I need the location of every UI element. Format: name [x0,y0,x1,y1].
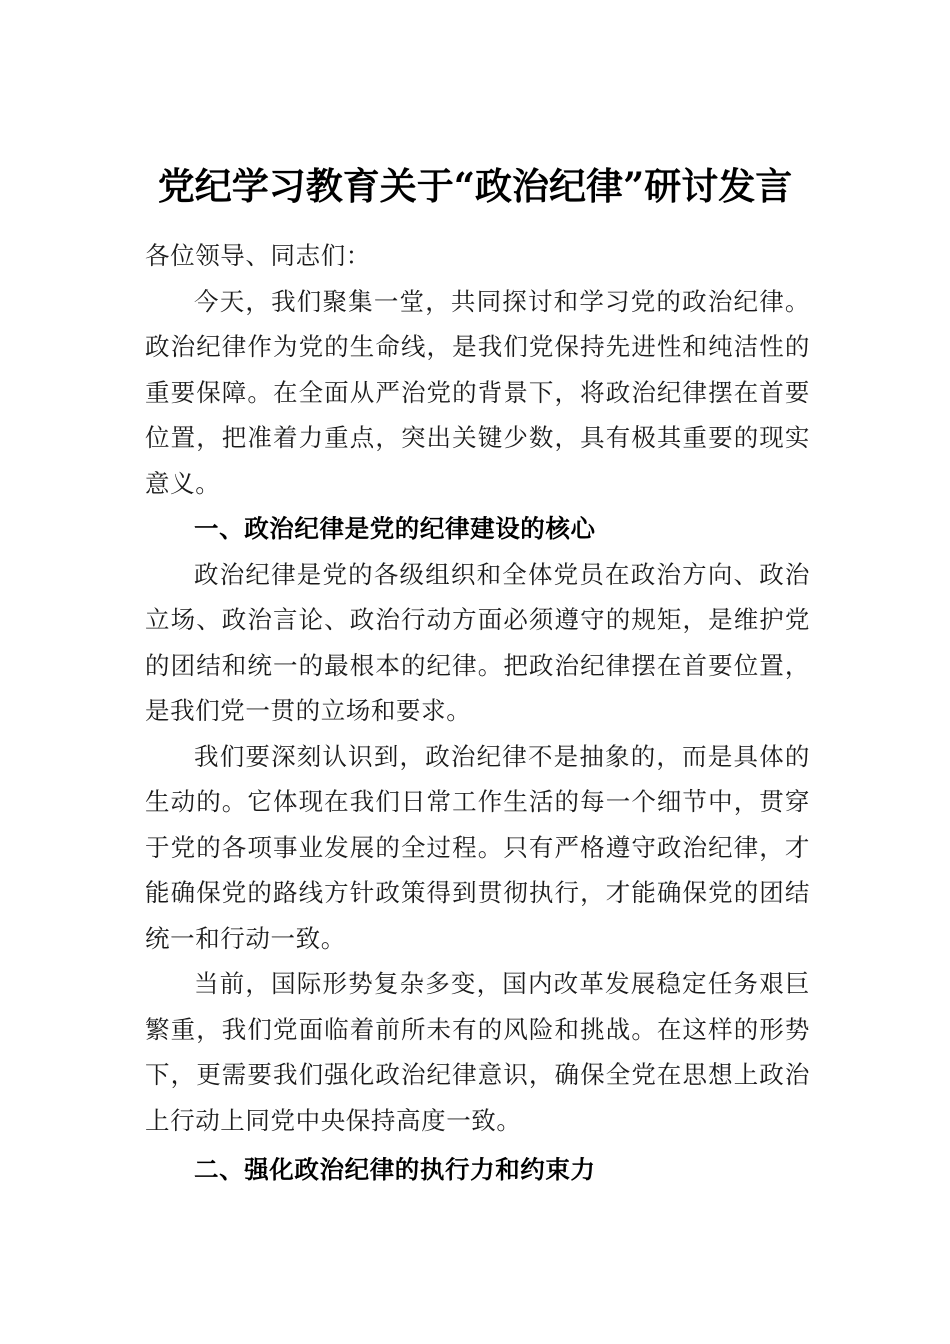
paragraph-section1-c: 当前，国际形势复杂多变，国内改革发展稳定任务艰巨繁重，我们党面临着前所未有的风险和挑战。在这样的形势下，更需要我们强化政治纪律意识，确保全党在思想上政治上行动上同党中央保持高度一致。 [145,969,810,1135]
section-heading-1: 一、政治纪律是党的纪律建设的核心 [194,514,596,543]
section-heading-2: 二、强化政治纪律的执行力和约束力 [194,1155,596,1184]
paragraph-section1-a: 政治纪律是党的各级组织和全体党员在政治方向、政治立场、政治言论、政治行动方面必须遵守的规矩，是维护党的团结和统一的最根本的纪律。把政治纪律摆在首要位置，是我们党一贯的立场和要求。 [145,559,810,725]
document-body [145,233,810,1193]
paragraph-intro: 今天，我们聚集一堂，共同探讨和学习党的政治纪律。政治纪律作为党的生命线，是我们党保持先进性和纯洁性的重要保障。在全面从严治党的背景下，将政治纪律摆在首要位置，把准着力重点，突出关键少数，具有极其重要的现实意义。 [145,286,810,498]
document-title: 党纪学习教育关于“政治纪律”研讨发言 [157,164,793,208]
salutation: 各位领导、同志们： [145,241,371,270]
paragraph-section1-b: 我们要深刻认识到，政治纪律不是抽象的，而是具体的生动的。它体现在我们日常工作生活的每一个细节中，贯穿于党的各项事业发展的全过程。只有严格遵守政治纪律，才能确保党的路线方针政策得到贯彻执行，才能确保党的团结统一和行动一致。 [145,741,810,953]
